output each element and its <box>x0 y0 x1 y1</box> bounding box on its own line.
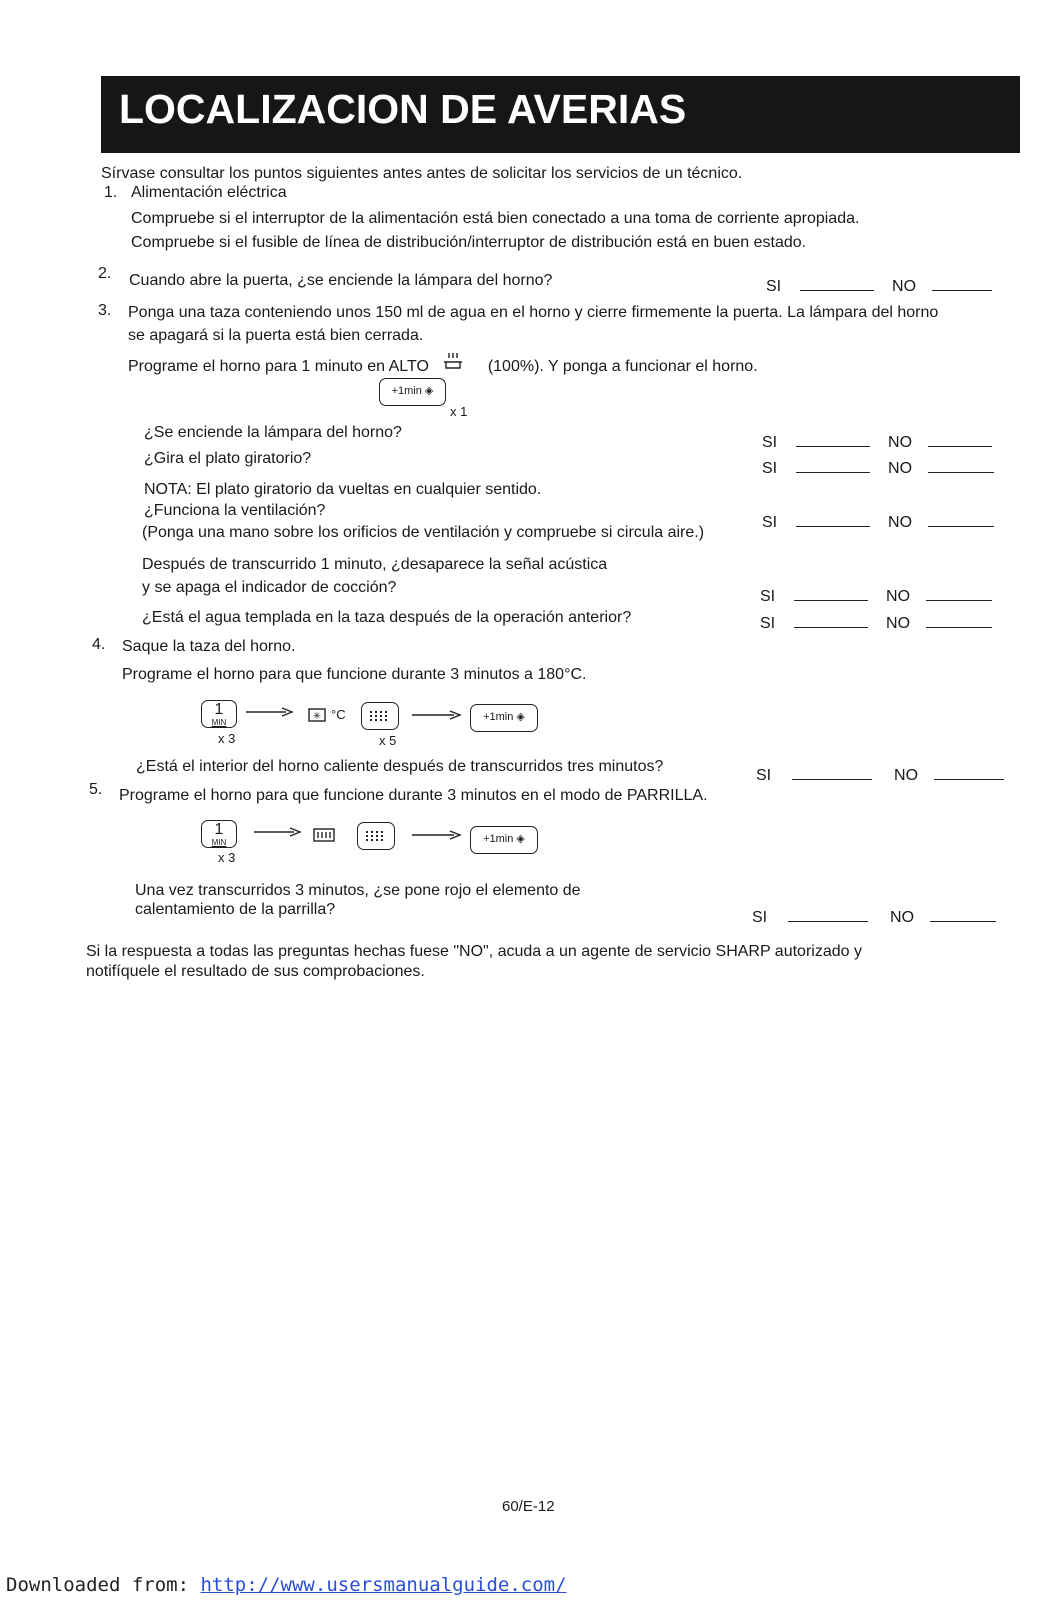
item-3-answer-lamp <box>762 434 992 452</box>
arrow-right-icon <box>246 706 294 718</box>
power-high-icon <box>439 352 477 374</box>
item-5-answer <box>752 909 996 927</box>
yes-label: SI <box>766 278 782 295</box>
page-title: LOCALIZACION DE AVERIAS <box>119 86 687 132</box>
item-4-times-1: x 3 <box>218 731 236 746</box>
one-minute-key-digit: 1 <box>214 821 224 838</box>
one-minute-key-label: MIN <box>211 718 227 727</box>
yes-label: SI <box>762 514 778 531</box>
download-label: Downloaded from: <box>6 1574 190 1596</box>
item-3-ventilation-detail: (Ponga una mano sobre los orificios de ventilación y compruebe si circula aire.) <box>142 524 705 541</box>
grill-key[interactable] <box>357 822 395 850</box>
one-minute-key[interactable] <box>201 820 237 848</box>
item-5-number: 5. <box>89 781 103 798</box>
no-label: NO <box>894 767 919 784</box>
yes-blank <box>796 462 870 473</box>
item-2-answer <box>766 278 992 296</box>
download-footer <box>6 1574 567 1596</box>
no-label: NO <box>890 909 915 926</box>
item-3-question-lamp: ¿Se enciende la lámpara del horno? <box>144 424 402 441</box>
item-3-line-1: Ponga una taza conteniendo unos 150 ml de agua en el horno y cierre firmemente la puerta. La lámpara del horno <box>128 304 939 321</box>
yes-label: SI <box>756 767 772 784</box>
item-3-question-signal-a: Después de transcurrido 1 minuto, ¿desaparece la señal acústica <box>142 556 608 573</box>
plus-one-minute-key[interactable]: +1min ◈ <box>470 704 538 732</box>
yes-blank <box>800 280 874 291</box>
item-3-line-3-a: Programe el horno para 1 minuto en ALTO <box>128 358 429 375</box>
no-label: NO <box>888 460 913 477</box>
yes-label: SI <box>752 909 768 926</box>
no-label: NO <box>892 278 917 295</box>
item-3-answer-turntable <box>762 460 994 478</box>
yes-blank <box>792 769 872 780</box>
yes-blank <box>794 617 868 628</box>
item-3-question-water: ¿Está el agua templada en la taza después de la operación anterior? <box>142 609 632 626</box>
item-3-line-3 <box>128 352 758 376</box>
title-banner <box>101 76 1020 153</box>
item-1-heading: Alimentación eléctrica <box>131 184 287 201</box>
item-1-line-1: Compruebe si el interruptor de la alimentación está bien conectado a una toma de corriente apropiada. <box>131 210 860 227</box>
item-2-number: 2. <box>98 265 112 282</box>
one-minute-key[interactable] <box>201 700 237 728</box>
no-blank <box>928 436 992 447</box>
no-blank <box>932 280 992 291</box>
item-3-times: x 1 <box>450 404 468 419</box>
intro-text: Sírvase consultar los puntos siguientes antes antes de solicitar los servicios de un técnico. <box>101 165 743 182</box>
item-4-times-2: x 5 <box>379 733 397 748</box>
page-number: 60/E-12 <box>502 1498 555 1515</box>
yes-label: SI <box>760 615 776 632</box>
grill-icon <box>313 828 335 842</box>
yes-blank <box>796 436 870 447</box>
item-3-question-turntable: ¿Gira el plato giratorio? <box>144 450 312 467</box>
yes-blank <box>794 590 868 601</box>
arrow-right-icon <box>254 826 302 838</box>
svg-text:✳: ✳ <box>312 711 322 722</box>
plus-one-minute-key: +1min ◈ <box>379 378 446 406</box>
item-2-question: Cuando abre la puerta, ¿se enciende la lámpara del horno? <box>129 272 553 289</box>
closing-line-1: Si la respuesta a todas las preguntas hechas fuese "NO", acuda a un agente de servicio SHARP autorizado y <box>86 943 862 960</box>
item-5-times-1: x 3 <box>218 850 236 865</box>
no-label: NO <box>888 434 913 451</box>
yes-label: SI <box>760 588 776 605</box>
item-3-question-ventilation: ¿Funciona la ventilación? <box>144 502 326 519</box>
download-link[interactable]: http://www.usersmanualguide.com/ <box>200 1574 567 1596</box>
item-3-line-3-b: (100%). Y ponga a funcionar el horno. <box>487 358 758 375</box>
item-4-answer <box>756 767 1004 785</box>
yes-label: SI <box>762 460 778 477</box>
no-blank <box>928 462 994 473</box>
keypad-grid-icon <box>364 829 388 843</box>
item-5-line-1: Programe el horno para que funcione durante 3 minutos en el modo de PARRILLA. <box>119 787 708 804</box>
item-5-question-b: calentamiento de la parrilla? <box>135 901 336 918</box>
one-minute-key-digit: 1 <box>214 701 224 718</box>
keypad-grid-icon <box>368 709 392 723</box>
no-label: NO <box>886 588 911 605</box>
item-1-number: 1. <box>104 184 118 201</box>
convection-temp-key[interactable] <box>361 702 399 730</box>
arrow-right-icon <box>412 709 462 721</box>
yes-blank <box>796 516 870 527</box>
item-3-note: NOTA: El plato giratorio da vueltas en cualquier sentido. <box>144 481 542 498</box>
no-blank <box>926 617 992 628</box>
no-blank <box>930 911 996 922</box>
item-1-line-2: Compruebe si el fusible de línea de distribución/interruptor de distribución está en buen estado. <box>131 234 807 251</box>
item-3-answer-water <box>760 615 992 633</box>
yes-label: SI <box>762 434 778 451</box>
plus-one-minute-key[interactable]: +1min ◈ <box>470 826 538 854</box>
yes-blank <box>788 911 868 922</box>
item-4-question: ¿Está el interior del horno caliente después de transcurridos tres minutos? <box>136 758 664 775</box>
item-3-question-signal-b: y se apaga el indicador de cocción? <box>142 579 397 596</box>
one-minute-key-label: MIN <box>211 838 227 847</box>
item-4-line-2: Programe el horno para que funcione durante 3 minutos a 180°C. <box>122 666 587 683</box>
no-label: NO <box>888 514 913 531</box>
item-4-number: 4. <box>92 636 106 653</box>
no-blank <box>934 769 1004 780</box>
item-5-question-a: Una vez transcurridos 3 minutos, ¿se pone rojo el elemento de <box>135 882 581 899</box>
no-label: NO <box>886 615 911 632</box>
arrow-right-icon <box>412 829 462 841</box>
item-3-answer-ventilation <box>762 514 994 532</box>
no-blank <box>928 516 994 527</box>
item-3-number: 3. <box>98 302 112 319</box>
item-3-answer-signal <box>760 588 992 606</box>
item-3-line-2: se apagará si la puerta está bien cerrada. <box>128 327 424 344</box>
degree-label: °C <box>331 707 346 722</box>
convection-icon <box>308 708 326 722</box>
no-blank <box>926 590 992 601</box>
item-4-line-1: Saque la taza del horno. <box>122 638 296 655</box>
closing-line-2: notifíquele el resultado de sus comprobaciones. <box>86 963 425 980</box>
